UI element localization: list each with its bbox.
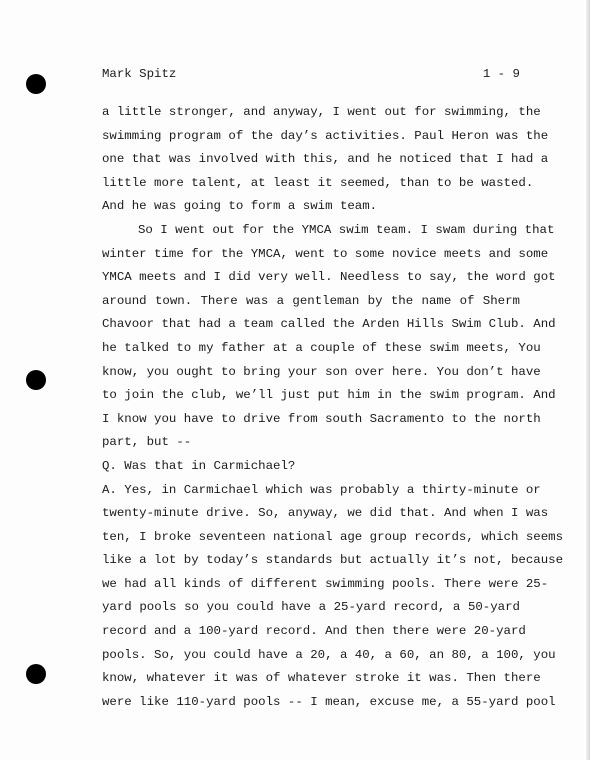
text-line: one that was involved with this, and he noticed that I had a: [102, 152, 549, 167]
text-line: were like 110-yard pools -- I mean, excuse me, a 55-yard pool: [102, 694, 556, 709]
question-line: Q. Was that in Carmichael?: [102, 458, 296, 473]
text-line: Chavoor that had a team called the Arden Hills Swim Club. And: [102, 317, 556, 332]
text-line: part, but --: [102, 435, 192, 450]
transcript-body: [102, 101, 564, 714]
text-line: I know you have to drive from south Sacramento to the north: [102, 411, 541, 426]
text-line: winter time for the YMCA, went to some novice meets and some: [102, 246, 549, 261]
text-line: pools. So, you could have a 20, a 40, a 60, an 80, a 100, you: [102, 647, 556, 662]
text-line: a little stronger, and anyway, I went out for swimming, the: [102, 105, 541, 119]
punch-hole-bottom: [26, 664, 46, 684]
text-line: twenty-minute drive. So, anyway, we did that. And when I was: [102, 506, 549, 521]
punch-hole-top: [26, 74, 46, 94]
text-line: yard pools so you could have a 25-yard record, a 50-yard: [102, 600, 520, 615]
text-line: swimming program of the day’s activities. Paul Heron was the: [102, 128, 549, 143]
text-line: So I went out for the YMCA swim team. I swam during that: [138, 222, 555, 237]
text-line: we had all kinds of different swimming pools. There were 25-: [102, 576, 549, 591]
page-number: 1 - 9: [482, 67, 520, 81]
text-line: know, whatever it was of whatever stroke it was. Then there: [102, 671, 541, 686]
answer-line: A. Yes, in Carmichael which was probably a thirty-minute or: [102, 482, 541, 497]
punch-hole-middle: [26, 370, 46, 390]
text-line: to join the club, we’ll just put him in the swim program. And: [102, 388, 556, 403]
page-edge: [586, 0, 590, 760]
text-line: ten, I broke seventeen national age group records, which seems: [102, 529, 564, 544]
text-line: he talked to my father at a couple of these swim meets, You: [102, 340, 541, 355]
text-line: little more talent, at least it seemed, than to be wasted.: [102, 175, 534, 190]
text-line: And he was going to form a swim team.: [102, 199, 378, 214]
text-line: around town. There was a gentleman by the name of Sherm: [102, 293, 520, 308]
text-line: know, you ought to bring your son over here. You don’t have: [102, 364, 541, 379]
text-line: like a lot by today’s standards but actually it’s not, because: [102, 553, 564, 568]
interviewee-name: Mark Spitz: [102, 67, 177, 81]
text-line: record and a 100-yard record. And then there were 20-yard: [102, 624, 526, 639]
text-line: YMCA meets and I did very well. Needless to say, the word got: [102, 270, 556, 285]
